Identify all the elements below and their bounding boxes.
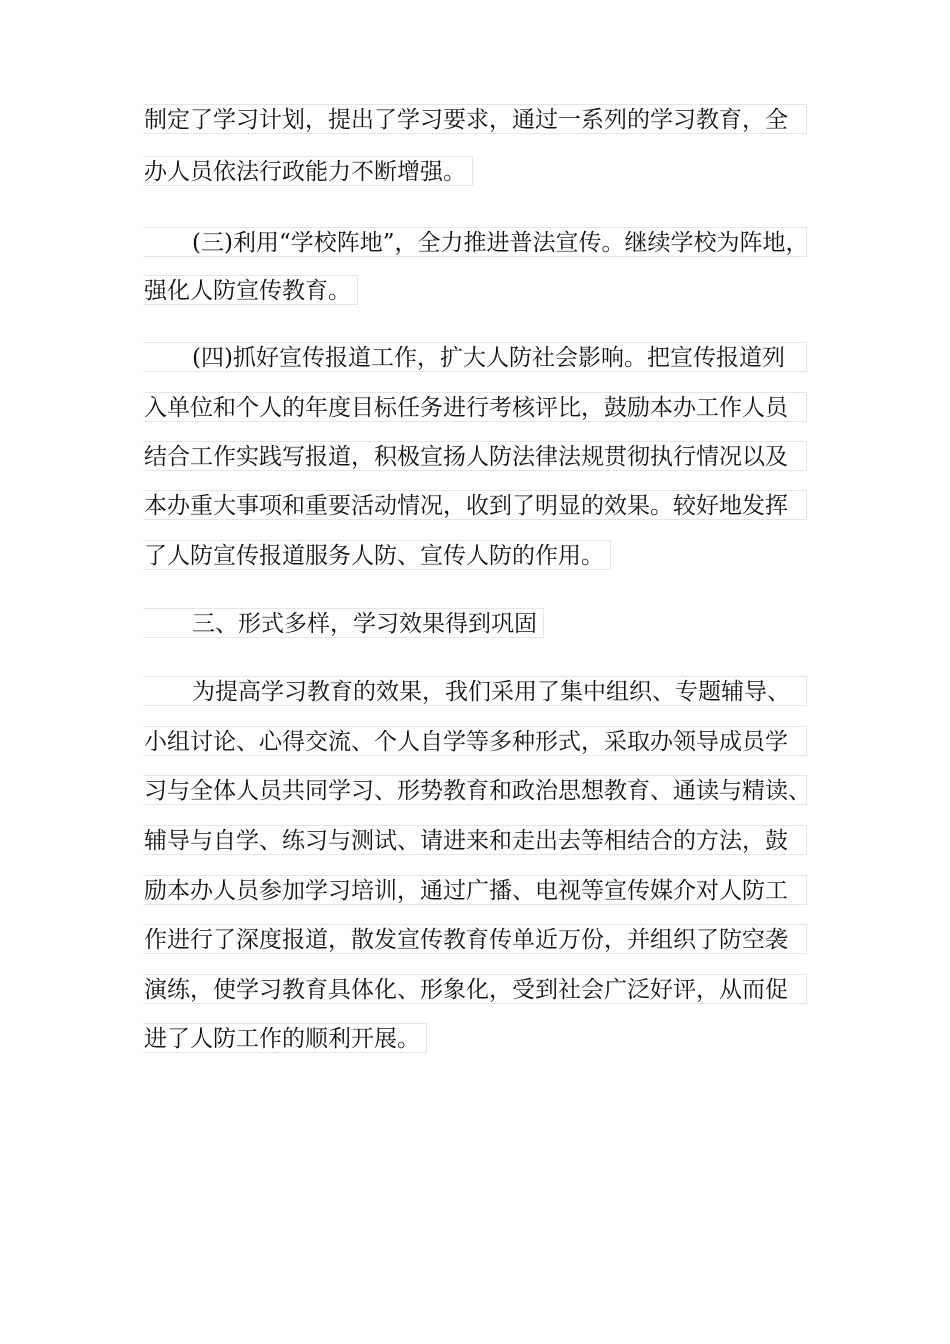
paragraph-4-line-1: 为提高学习教育的效果，我们采用了集中组织、专题辅导、 [143,676,807,706]
paragraph-4-line-3: 习与全体人员共同学习、形势教育和政治思想教育、通读与精读、 [143,775,807,805]
paragraph-2-line-1: (三)利用“学校阵地”，全力推进普法宣传。继续学校为阵地， [143,227,807,257]
paragraph-4-line-7: 演练，使学习教育具体化、形象化，受到社会广泛好评，从而促 [143,974,807,1004]
paragraph-3-line-4: 本办重大事项和重要活动情况，收到了明显的效果。较好地发挥 [143,490,807,520]
paragraph-3-line-5: 了人防宣传报道服务人防、宣传人防的作用。 [143,540,611,570]
paragraph-1-line-1: 制定了学习计划，提出了学习要求，通过一系列的学习教育，全 [143,104,807,134]
paragraph-3-line-1: (四)抓好宣传报道工作，扩大人防社会影响。把宣传报道列 [143,342,807,372]
paragraph-4-line-2: 小组讨论、心得交流、个人自学等多种形式，采取办领导成员学 [143,726,807,756]
paragraph-4-line-4: 辅导与自学、练习与测试、请进来和走出去等相结合的方法，鼓 [143,825,807,855]
paragraph-4-line-6: 作进行了深度报道，散发宣传教育传单近万份，并组织了防空袭 [143,924,807,954]
paragraph-3-line-2: 入单位和个人的年度目标任务进行考核评比，鼓励本办工作人员 [143,392,807,422]
paragraph-4-line-8: 进了人防工作的顺利开展。 [143,1023,427,1053]
paragraph-4-line-5: 励本办人员参加学习培训，通过广播、电视等宣传媒介对人防工 [143,875,807,905]
paragraph-3-line-3: 结合工作实践写报道，积极宣扬人防法律法规贯彻执行情况以及 [143,441,807,471]
section-heading-3: 三、形式多样，学习效果得到巩固 [143,608,544,638]
paragraph-2-line-2: 强化人防宣传教育。 [143,275,358,305]
paragraph-1-line-2: 办人员依法行政能力不断增强。 [143,156,473,186]
